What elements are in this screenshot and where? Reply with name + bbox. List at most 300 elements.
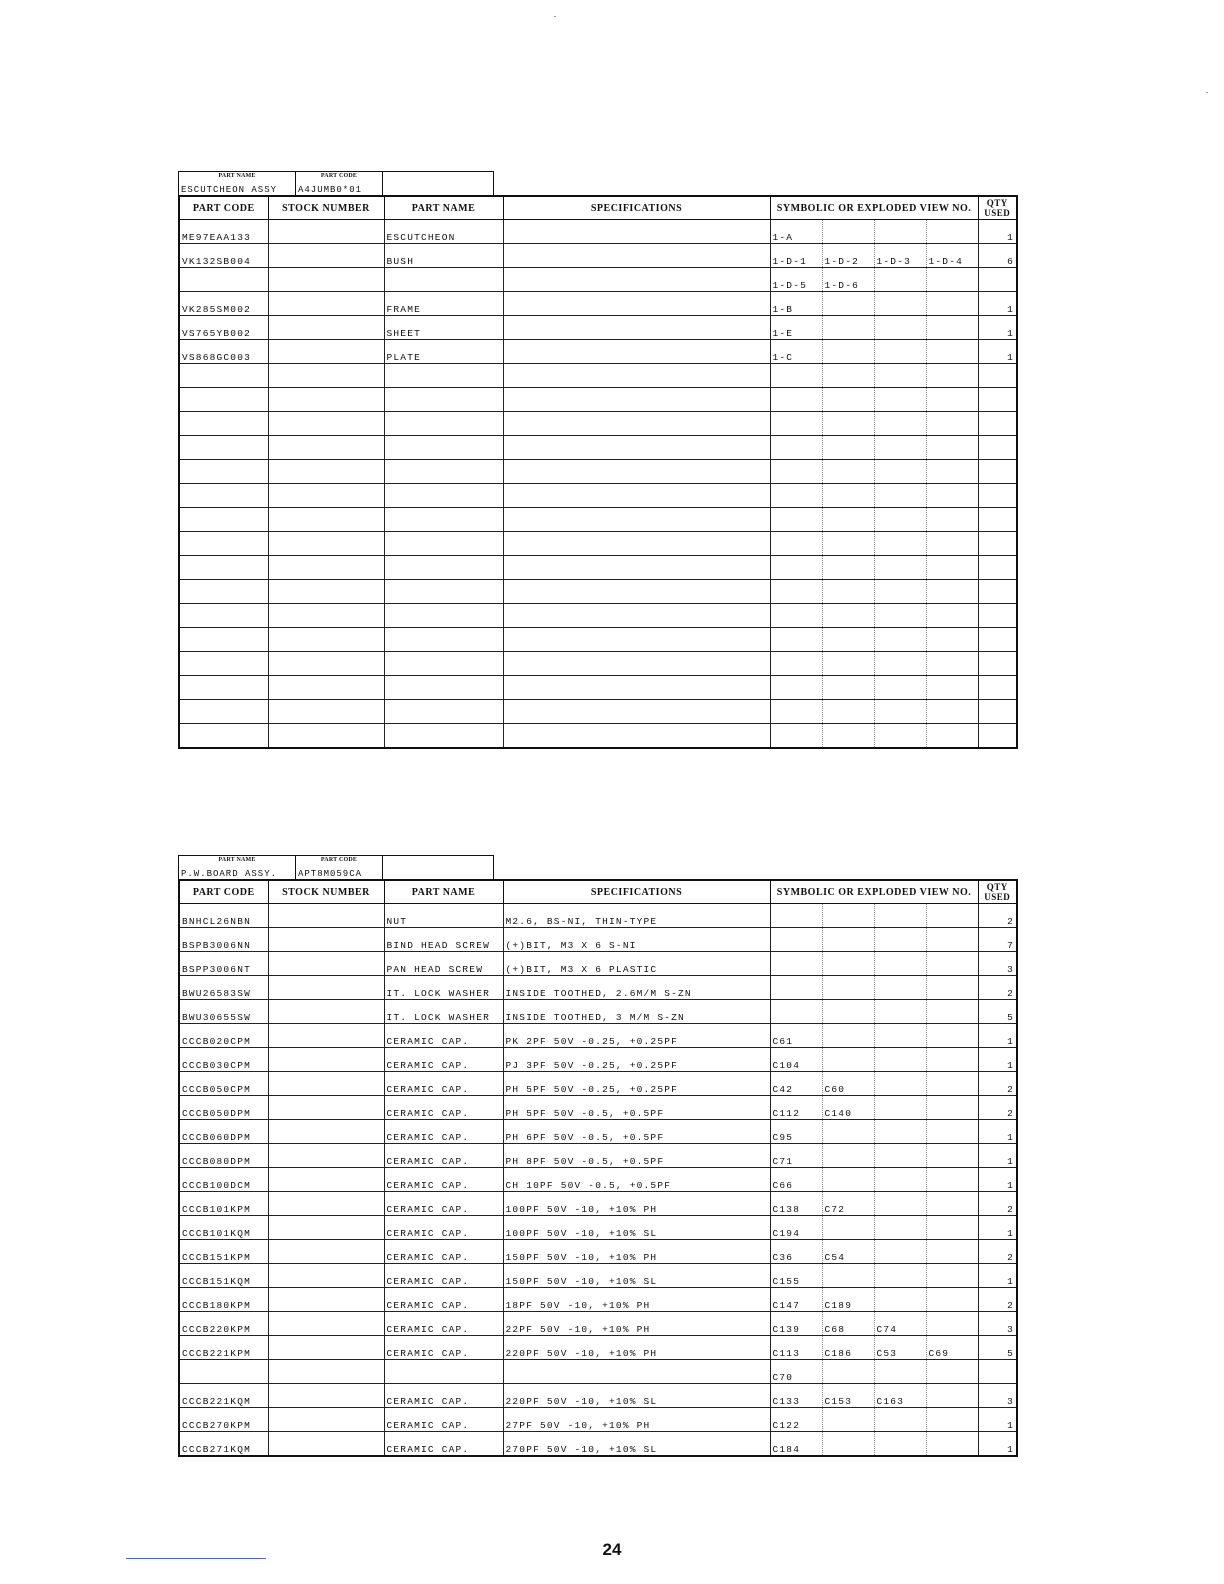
part-name-cell: CERAMIC CAP. xyxy=(384,1024,503,1048)
col-stock-number: STOCK NUMBER xyxy=(268,880,384,904)
empty-cell xyxy=(978,628,1017,652)
empty-cell xyxy=(268,556,384,580)
empty-cell xyxy=(874,604,926,628)
part-name-cell: PAN HEAD SCREW xyxy=(384,952,503,976)
empty-cell xyxy=(822,724,874,749)
symbol-cell xyxy=(770,952,822,976)
empty-cell xyxy=(926,676,978,700)
stock-number-cell xyxy=(268,1384,384,1408)
blank-row xyxy=(179,652,1017,676)
empty-cell xyxy=(384,628,503,652)
blank-row xyxy=(179,532,1017,556)
empty-cell xyxy=(179,508,268,532)
parts-table xyxy=(178,879,1018,1457)
table-row xyxy=(179,316,1017,340)
spec-cell: CH 10PF 50V -0.5, +0.5PF xyxy=(503,1168,770,1192)
symbol-cell xyxy=(926,1264,978,1288)
symbol-cell: 1-D-1 xyxy=(770,244,822,268)
symbol-cell xyxy=(822,1408,874,1432)
empty-cell xyxy=(179,556,268,580)
table-row xyxy=(179,952,1017,976)
symbol-cell xyxy=(822,976,874,1000)
stock-number-cell xyxy=(268,1024,384,1048)
symbol-cell xyxy=(926,1000,978,1024)
part-code-cell: CCCB151KQM xyxy=(179,1264,268,1288)
spec-cell: 270PF 50V -10, +10% SL xyxy=(503,1432,770,1457)
symbol-cell: C74 xyxy=(874,1312,926,1336)
blank-row xyxy=(179,460,1017,484)
spec-cell xyxy=(503,316,770,340)
empty-cell xyxy=(503,412,770,436)
spec-cell xyxy=(503,1360,770,1384)
table-row xyxy=(179,1000,1017,1024)
symbol-cell: C113 xyxy=(770,1336,822,1360)
assembly-name-cell xyxy=(179,172,296,196)
part-code-cell: CCCB271KQM xyxy=(179,1432,268,1457)
spec-cell xyxy=(503,292,770,316)
assembly-tab xyxy=(178,171,494,195)
spec-cell xyxy=(503,268,770,292)
empty-cell xyxy=(384,532,503,556)
empty-cell xyxy=(268,604,384,628)
symbol-cell: C147 xyxy=(770,1288,822,1312)
part-name-cell: BUSH xyxy=(384,244,503,268)
spec-cell: PH 6PF 50V -0.5, +0.5PF xyxy=(503,1120,770,1144)
empty-cell xyxy=(268,724,384,749)
symbol-cell xyxy=(926,904,978,928)
stock-number-cell xyxy=(268,1096,384,1120)
empty-cell xyxy=(268,700,384,724)
symbol-cell xyxy=(822,316,874,340)
empty-cell xyxy=(770,724,822,749)
empty-cell xyxy=(770,508,822,532)
empty-cell xyxy=(978,436,1017,460)
stock-number-cell xyxy=(268,1432,384,1457)
stock-number-cell xyxy=(268,1336,384,1360)
part-name-cell: IT. LOCK WASHER xyxy=(384,976,503,1000)
part-name-label: PART NAME xyxy=(218,173,256,179)
empty-cell xyxy=(179,700,268,724)
part-name-cell: CERAMIC CAP. xyxy=(384,1384,503,1408)
empty-cell xyxy=(503,484,770,508)
part-name-cell: CERAMIC CAP. xyxy=(384,1216,503,1240)
stock-number-cell xyxy=(268,1120,384,1144)
symbol-cell xyxy=(926,1144,978,1168)
table-row xyxy=(179,220,1017,244)
table-row xyxy=(179,1096,1017,1120)
empty-cell xyxy=(179,388,268,412)
parts-sheet-escutcheon xyxy=(178,171,1016,749)
part-code-cell: CCCB221KQM xyxy=(179,1384,268,1408)
empty-cell xyxy=(503,676,770,700)
symbol-cell: 1-D-3 xyxy=(874,244,926,268)
qty-cell: 2 xyxy=(978,1288,1017,1312)
empty-cell xyxy=(822,580,874,604)
table-row xyxy=(179,1432,1017,1457)
empty-cell xyxy=(384,388,503,412)
blank-row xyxy=(179,364,1017,388)
part-code-cell: CCCB020CPM xyxy=(179,1024,268,1048)
table-row xyxy=(179,1336,1017,1360)
empty-cell xyxy=(770,700,822,724)
qty-cell: 2 xyxy=(978,904,1017,928)
part-name-cell: BIND HEAD SCREW xyxy=(384,928,503,952)
table-row xyxy=(179,1264,1017,1288)
empty-cell xyxy=(268,484,384,508)
symbol-cell: C95 xyxy=(770,1120,822,1144)
symbol-cell xyxy=(822,1216,874,1240)
blank-row xyxy=(179,580,1017,604)
empty-cell xyxy=(503,364,770,388)
empty-cell xyxy=(822,628,874,652)
empty-cell xyxy=(384,676,503,700)
symbol-cell: C139 xyxy=(770,1312,822,1336)
stock-number-cell xyxy=(268,340,384,364)
stock-number-cell xyxy=(268,976,384,1000)
symbol-cell xyxy=(926,340,978,364)
table-body xyxy=(179,904,1017,1457)
symbol-cell: C42 xyxy=(770,1072,822,1096)
empty-cell xyxy=(503,436,770,460)
empty-cell xyxy=(503,700,770,724)
empty-cell xyxy=(978,556,1017,580)
empty-cell xyxy=(268,412,384,436)
empty-cell xyxy=(874,484,926,508)
part-name-cell: CERAMIC CAP. xyxy=(384,1432,503,1457)
symbol-cell xyxy=(822,1024,874,1048)
spec-cell: (+)BIT, M3 X 6 PLASTIC xyxy=(503,952,770,976)
spec-cell: M2.6, BS-NI, THIN-TYPE xyxy=(503,904,770,928)
symbol-cell xyxy=(874,268,926,292)
col-part-name: PART NAME xyxy=(384,880,503,904)
symbol-cell xyxy=(874,1264,926,1288)
empty-cell xyxy=(926,436,978,460)
symbol-cell xyxy=(822,1048,874,1072)
symbol-cell xyxy=(874,1144,926,1168)
stock-number-cell xyxy=(268,268,384,292)
assembly-name: ESCUTCHEON ASSY xyxy=(181,185,278,195)
qty-cell: 1 xyxy=(978,340,1017,364)
qty-cell: 1 xyxy=(978,1048,1017,1072)
symbol-cell xyxy=(874,952,926,976)
symbol-cell: C112 xyxy=(770,1096,822,1120)
empty-cell xyxy=(874,532,926,556)
qty-cell: 1 xyxy=(978,1168,1017,1192)
qty-cell: 2 xyxy=(978,1096,1017,1120)
symbol-cell: C194 xyxy=(770,1216,822,1240)
part-name-cell: CERAMIC CAP. xyxy=(384,1288,503,1312)
part-name-cell: CERAMIC CAP. xyxy=(384,1264,503,1288)
empty-cell xyxy=(770,388,822,412)
symbol-cell: C36 xyxy=(770,1240,822,1264)
empty-cell xyxy=(770,532,822,556)
empty-cell xyxy=(503,652,770,676)
blank-row xyxy=(179,676,1017,700)
footer-rule xyxy=(126,1558,266,1559)
stock-number-cell xyxy=(268,1168,384,1192)
blank-row xyxy=(179,484,1017,508)
part-code-cell: CCCB050DPM xyxy=(179,1096,268,1120)
blank-row xyxy=(179,508,1017,532)
spec-cell: 150PF 50V -10, +10% PH xyxy=(503,1240,770,1264)
empty-cell xyxy=(978,676,1017,700)
spec-cell: INSIDE TOOTHED, 2.6M/M S-ZN xyxy=(503,976,770,1000)
empty-cell xyxy=(268,628,384,652)
empty-cell xyxy=(822,508,874,532)
part-name-cell: CERAMIC CAP. xyxy=(384,1120,503,1144)
stock-number-cell xyxy=(268,1264,384,1288)
empty-cell xyxy=(179,484,268,508)
qty-cell: 1 xyxy=(978,1432,1017,1457)
qty-cell: 1 xyxy=(978,220,1017,244)
table-row xyxy=(179,1408,1017,1432)
symbol-cell xyxy=(822,952,874,976)
stock-number-cell xyxy=(268,952,384,976)
symbol-cell xyxy=(822,1000,874,1024)
symbol-cell: C71 xyxy=(770,1144,822,1168)
symbol-cell: 1-B xyxy=(770,292,822,316)
part-code-cell: CCCB100DCM xyxy=(179,1168,268,1192)
stock-number-cell xyxy=(268,1048,384,1072)
empty-cell xyxy=(268,532,384,556)
empty-cell xyxy=(926,628,978,652)
spec-cell: 150PF 50V -10, +10% SL xyxy=(503,1264,770,1288)
symbol-cell: C186 xyxy=(822,1336,874,1360)
assembly-name: P.W.BOARD ASSY. xyxy=(181,869,278,879)
part-code-cell: CCCB220KPM xyxy=(179,1312,268,1336)
part-name-cell: IT. LOCK WASHER xyxy=(384,1000,503,1024)
part-name-cell: CERAMIC CAP. xyxy=(384,1192,503,1216)
table-row xyxy=(179,904,1017,928)
symbol-cell xyxy=(926,316,978,340)
qty-cell xyxy=(978,268,1017,292)
symbol-cell xyxy=(874,1000,926,1024)
table-header-row xyxy=(179,880,1017,904)
symbol-cell: C104 xyxy=(770,1048,822,1072)
spec-cell: 100PF 50V -10, +10% PH xyxy=(503,1192,770,1216)
part-name-cell: CERAMIC CAP. xyxy=(384,1144,503,1168)
symbol-cell xyxy=(770,904,822,928)
symbol-cell xyxy=(770,1000,822,1024)
empty-cell xyxy=(874,556,926,580)
table-row xyxy=(179,1048,1017,1072)
symbol-cell xyxy=(874,1048,926,1072)
table-row xyxy=(179,1168,1017,1192)
symbol-cell xyxy=(822,1144,874,1168)
symbol-cell xyxy=(822,1432,874,1457)
blank-row xyxy=(179,628,1017,652)
part-code-cell: CCCB221KPM xyxy=(179,1336,268,1360)
symbol-cell xyxy=(926,976,978,1000)
parts-sheet-pw-board xyxy=(178,855,1016,1457)
empty-cell xyxy=(179,628,268,652)
empty-cell xyxy=(978,724,1017,749)
empty-cell xyxy=(926,388,978,412)
symbol-cell xyxy=(874,292,926,316)
empty-cell xyxy=(770,676,822,700)
symbol-cell xyxy=(874,1024,926,1048)
spec-cell: PH 8PF 50V -0.5, +0.5PF xyxy=(503,1144,770,1168)
blank-row xyxy=(179,388,1017,412)
symbol-cell xyxy=(770,928,822,952)
symbol-cell xyxy=(926,1024,978,1048)
empty-cell xyxy=(384,460,503,484)
symbol-cell: C189 xyxy=(822,1288,874,1312)
table-row xyxy=(179,1312,1017,1336)
qty-cell: 2 xyxy=(978,1192,1017,1216)
stock-number-cell xyxy=(268,316,384,340)
empty-cell xyxy=(822,460,874,484)
assembly-tab xyxy=(178,855,494,879)
empty-cell xyxy=(770,580,822,604)
empty-cell xyxy=(503,556,770,580)
qty-cell: 1 xyxy=(978,316,1017,340)
qty-cell: 1 xyxy=(978,1024,1017,1048)
table-row xyxy=(179,1384,1017,1408)
empty-cell xyxy=(926,412,978,436)
symbol-cell: 1-E xyxy=(770,316,822,340)
empty-cell xyxy=(384,652,503,676)
empty-cell xyxy=(978,652,1017,676)
symbol-cell xyxy=(926,1360,978,1384)
qty-label: QTY xyxy=(986,198,1008,208)
symbol-cell: C66 xyxy=(770,1168,822,1192)
symbol-cell xyxy=(874,1408,926,1432)
empty-cell xyxy=(874,652,926,676)
symbol-cell: C153 xyxy=(822,1384,874,1408)
spec-cell: 220PF 50V -10, +10% PH xyxy=(503,1336,770,1360)
symbol-cell xyxy=(926,1096,978,1120)
empty-cell xyxy=(268,580,384,604)
part-code-cell: CCCB270KPM xyxy=(179,1408,268,1432)
col-qty xyxy=(978,196,1017,220)
symbol-cell: 1-D-6 xyxy=(822,268,874,292)
symbol-cell: C133 xyxy=(770,1384,822,1408)
empty-cell xyxy=(268,676,384,700)
symbol-cell xyxy=(874,1240,926,1264)
empty-cell xyxy=(770,604,822,628)
symbol-cell xyxy=(822,220,874,244)
empty-cell xyxy=(770,652,822,676)
part-code-cell xyxy=(179,1360,268,1384)
empty-cell xyxy=(770,484,822,508)
empty-cell xyxy=(179,724,268,749)
table-row xyxy=(179,268,1017,292)
empty-cell xyxy=(268,460,384,484)
qty-cell: 3 xyxy=(978,1384,1017,1408)
empty-cell xyxy=(384,604,503,628)
symbol-cell: C122 xyxy=(770,1408,822,1432)
empty-cell xyxy=(503,388,770,412)
empty-cell xyxy=(384,412,503,436)
qty-label: QTY xyxy=(986,882,1008,892)
spec-cell: PK 2PF 50V -0.25, +0.25PF xyxy=(503,1024,770,1048)
part-name-cell: CERAMIC CAP. xyxy=(384,1336,503,1360)
symbol-cell xyxy=(822,292,874,316)
empty-cell xyxy=(268,652,384,676)
empty-cell xyxy=(874,388,926,412)
stock-number-cell xyxy=(268,1144,384,1168)
qty-cell: 7 xyxy=(978,928,1017,952)
stock-number-cell xyxy=(268,1240,384,1264)
empty-cell xyxy=(926,580,978,604)
symbol-cell xyxy=(926,952,978,976)
blank-row xyxy=(179,556,1017,580)
empty-cell xyxy=(874,436,926,460)
symbol-cell xyxy=(822,340,874,364)
symbol-cell xyxy=(822,904,874,928)
part-code-cell: CCCB050CPM xyxy=(179,1072,268,1096)
table-row xyxy=(179,976,1017,1000)
symbol-cell xyxy=(874,340,926,364)
part-code-cell: CCCB060DPM xyxy=(179,1120,268,1144)
stock-number-cell xyxy=(268,1072,384,1096)
empty-cell xyxy=(822,700,874,724)
used-label: USED xyxy=(984,892,1011,902)
symbol-cell: C163 xyxy=(874,1384,926,1408)
symbol-cell: C54 xyxy=(822,1240,874,1264)
symbol-cell xyxy=(926,292,978,316)
empty-cell xyxy=(978,532,1017,556)
page-speck xyxy=(554,16,556,17)
part-name-cell: CERAMIC CAP. xyxy=(384,1096,503,1120)
symbol-cell xyxy=(822,1120,874,1144)
empty-cell xyxy=(179,412,268,436)
symbol-cell xyxy=(926,220,978,244)
stock-number-cell xyxy=(268,1192,384,1216)
empty-cell xyxy=(926,724,978,749)
part-code-cell: VK132SB004 xyxy=(179,244,268,268)
part-code-cell: BWU30655SW xyxy=(179,1000,268,1024)
spec-cell: 22PF 50V -10, +10% PH xyxy=(503,1312,770,1336)
part-code-cell: CCCB101KPM xyxy=(179,1192,268,1216)
symbol-cell: C70 xyxy=(770,1360,822,1384)
part-code-cell: CCCB080DPM xyxy=(179,1144,268,1168)
empty-cell xyxy=(822,436,874,460)
symbol-cell: C61 xyxy=(770,1024,822,1048)
symbol-cell xyxy=(874,220,926,244)
empty-cell xyxy=(978,580,1017,604)
symbol-cell xyxy=(822,1360,874,1384)
symbol-cell xyxy=(874,1168,926,1192)
empty-cell xyxy=(770,460,822,484)
stock-number-cell xyxy=(268,1312,384,1336)
part-name-cell: CERAMIC CAP. xyxy=(384,1072,503,1096)
col-specifications: SPECIFICATIONS xyxy=(503,880,770,904)
col-qty xyxy=(978,880,1017,904)
stock-number-cell xyxy=(268,292,384,316)
empty-cell xyxy=(926,460,978,484)
assembly-name-cell xyxy=(179,856,296,880)
part-name-cell: PLATE xyxy=(384,340,503,364)
part-name-cell: CERAMIC CAP. xyxy=(384,1408,503,1432)
spec-cell: 100PF 50V -10, +10% SL xyxy=(503,1216,770,1240)
part-name-cell xyxy=(384,268,503,292)
col-stock-number: STOCK NUMBER xyxy=(268,196,384,220)
empty-cell xyxy=(268,436,384,460)
stock-number-cell xyxy=(268,1360,384,1384)
empty-cell xyxy=(179,580,268,604)
empty-cell xyxy=(268,508,384,532)
symbol-cell: C140 xyxy=(822,1096,874,1120)
part-code-cell: BSPB3006NN xyxy=(179,928,268,952)
part-code-cell: CCCB151KPM xyxy=(179,1240,268,1264)
parts-table xyxy=(178,195,1018,749)
symbol-cell: 1-A xyxy=(770,220,822,244)
table-row xyxy=(179,244,1017,268)
table-row xyxy=(179,1288,1017,1312)
stock-number-cell xyxy=(268,928,384,952)
